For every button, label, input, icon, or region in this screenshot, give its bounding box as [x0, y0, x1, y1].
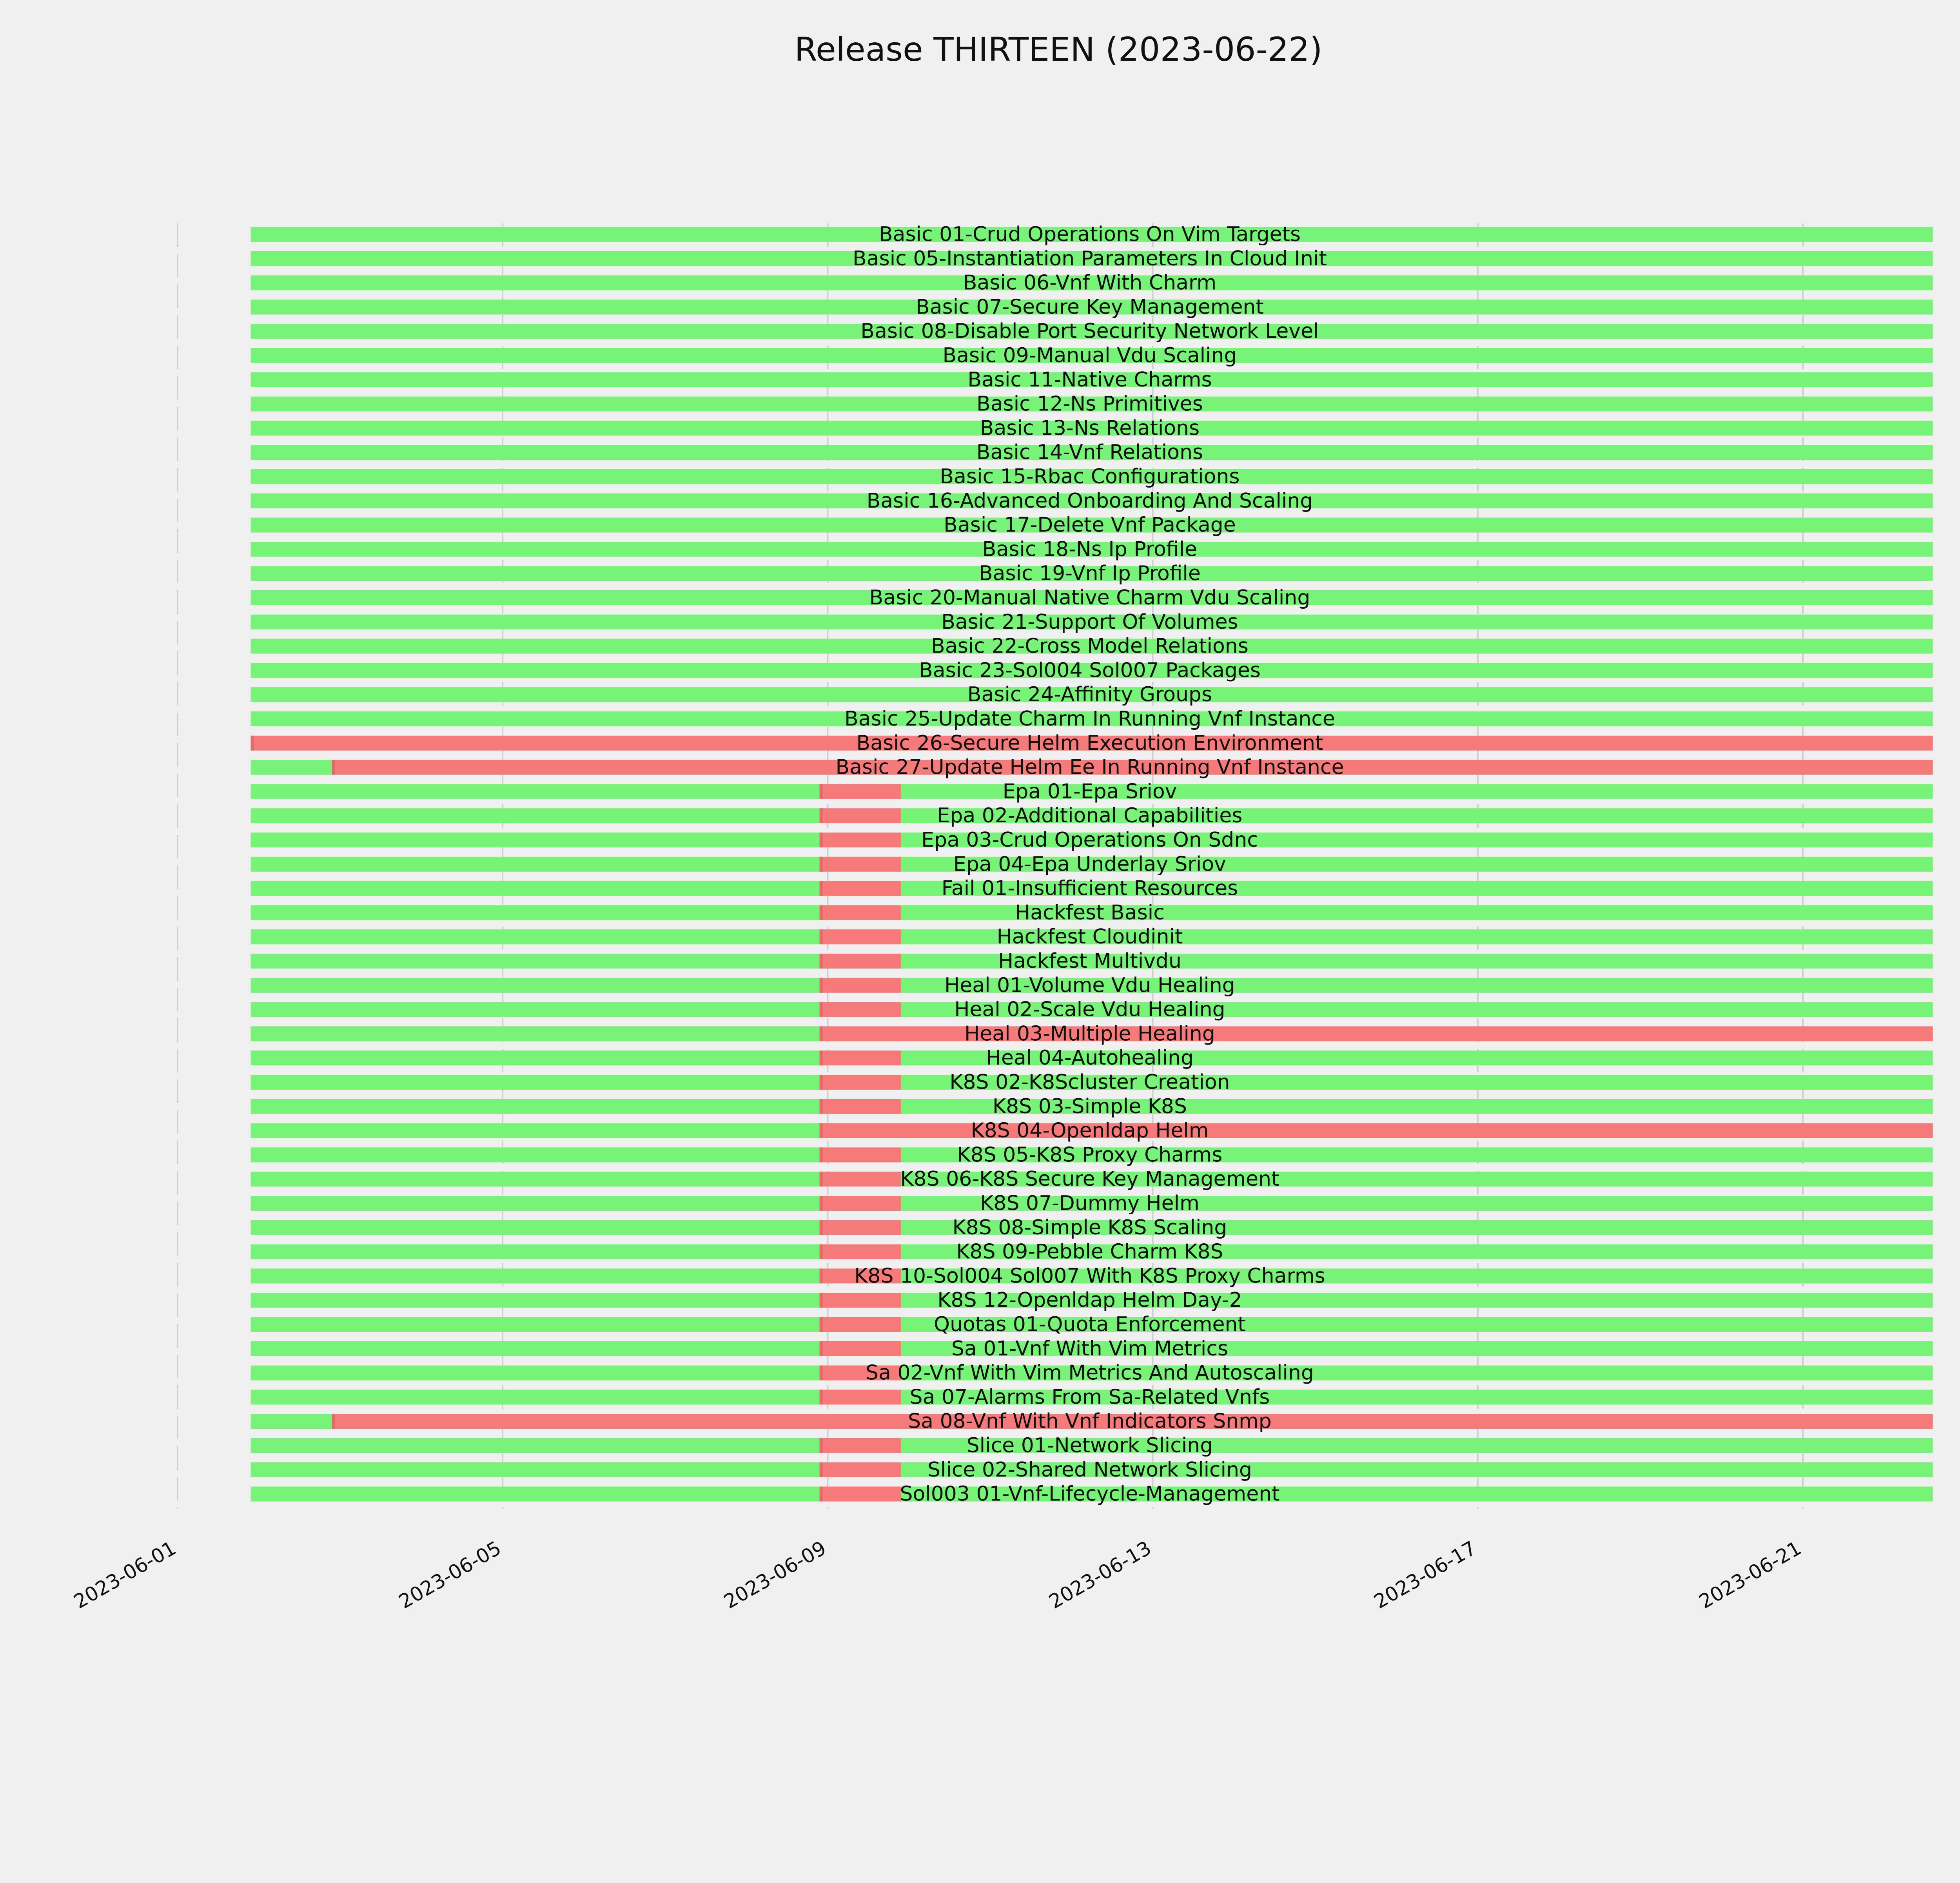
row-label: K8S 12-Openldap Helm Day-2 [937, 1288, 1242, 1312]
bar-segment-edge [820, 857, 823, 872]
row-label: K8S 10-Sol004 Sol007 With K8S Proxy Charms [854, 1264, 1325, 1288]
bar-segment-pass [251, 929, 820, 944]
bar-segment-fail [820, 857, 901, 872]
row-label: K8S 08-Simple K8S Scaling [952, 1215, 1227, 1239]
bar-segment-pass [251, 1075, 820, 1090]
bar-segment-pass [251, 1050, 820, 1065]
bar-segment-edge [332, 760, 335, 775]
bar-segment-pass [251, 1147, 820, 1162]
bar-segment-edge [820, 905, 823, 920]
bar-segment-fail [820, 784, 901, 799]
row-label: Basic 07-Secure Key Management [916, 295, 1264, 319]
row-label: Hackfest Multivdu [998, 949, 1181, 973]
bar-segment-pass [251, 784, 820, 799]
row-label: Basic 14-Vnf Relations [976, 441, 1203, 464]
bar-segment-pass [251, 1244, 820, 1259]
bar-segment-edge [820, 1075, 823, 1090]
bar-segment-edge [820, 1438, 823, 1453]
bar-segment-fail [820, 1390, 901, 1404]
bar-segment-fail [820, 1075, 901, 1090]
bar-segment-fail [820, 1050, 901, 1065]
bar-segment-edge [820, 1050, 823, 1065]
bar-segment-pass [251, 978, 820, 993]
row-label: Basic 09-Manual Vdu Scaling [942, 344, 1237, 367]
bar-segment-edge [820, 1487, 823, 1502]
bar-segment-fail [820, 833, 901, 847]
row-label: Basic 05-Instantiation Parameters In Cloud Init [853, 247, 1327, 270]
bar-segment-fail [820, 1293, 901, 1308]
row-label: Basic 13-Ns Relations [980, 416, 1200, 440]
row-label: K8S 06-K8S Secure Key Management [900, 1167, 1279, 1191]
bar-segment-edge [820, 1244, 823, 1259]
bar-segment-fail [820, 808, 901, 823]
row-label: Basic 08-Disable Port Security Network Level [860, 319, 1319, 343]
bar-segment-edge [820, 954, 823, 969]
bar-segment-pass [251, 1487, 820, 1502]
bar-segment-pass [251, 905, 820, 920]
bar-segment-edge [251, 736, 254, 751]
row-label: Basic 23-Sol004 Sol007 Packages [919, 659, 1261, 682]
bar-segment-pass [251, 808, 820, 823]
bar-segment-pass [251, 857, 820, 872]
bar-segment-pass [251, 833, 820, 847]
row-label: Basic 22-Cross Model Relations [931, 634, 1249, 658]
row-label: Basic 19-Vnf Ip Profile [978, 562, 1201, 586]
row-label: Hackfest Basic [1015, 901, 1165, 925]
bar-segment-edge [820, 1123, 823, 1138]
x-tick-label: 2023-06-01 [70, 1537, 180, 1613]
bar-segment-fail [820, 954, 901, 969]
row-label: Slice 01-Network Slicing [966, 1434, 1213, 1457]
bar-segment-fail [820, 1487, 901, 1502]
x-tick-label: 2023-06-21 [1695, 1537, 1805, 1613]
bar-segment-pass [251, 1220, 820, 1235]
bar-segment-edge [820, 1390, 823, 1404]
bar-segment-pass [251, 1268, 820, 1283]
bar-segment-fail [820, 881, 901, 896]
row-label: Slice 02-Shared Network Slicing [927, 1458, 1252, 1482]
bar-segment-pass [251, 881, 820, 896]
bar-segment-edge [820, 1099, 823, 1114]
row-label: K8S 02-K8Scluster Creation [949, 1070, 1230, 1094]
bar-segment-fail [820, 1196, 901, 1211]
row-label: Basic 21-Support Of Volumes [941, 610, 1238, 634]
bar-segment-edge [820, 1317, 823, 1332]
bar-segment-fail [820, 1462, 901, 1477]
bar-segment-fail [820, 905, 901, 920]
bar-segment-edge [820, 1341, 823, 1356]
x-tick-label: 2023-06-09 [720, 1537, 830, 1613]
bar-segment-pass [251, 1293, 820, 1308]
row-label: Epa 02-Additional Capabilities [937, 804, 1243, 828]
row-label: K8S 09-Pebble Charm K8S [956, 1240, 1223, 1264]
row-label: Basic 25-Update Charm In Running Vnf Instance [844, 707, 1335, 731]
row-label: Heal 01-Volume Vdu Healing [944, 973, 1235, 997]
bar-segment-pass [251, 1462, 820, 1477]
row-label: Heal 04-Autohealing [985, 1046, 1194, 1070]
bar-segment-edge [820, 1196, 823, 1211]
row-label: Heal 03-Multiple Healing [964, 1022, 1215, 1046]
bar-segment-fail [820, 929, 901, 944]
bar-segment-pass [251, 1099, 820, 1114]
bar-segment-edge [820, 1220, 823, 1235]
bar-segment-edge [820, 784, 823, 799]
bar-segment-fail [820, 1244, 901, 1259]
bar-segment-pass [251, 954, 820, 969]
row-label: Heal 02-Scale Vdu Healing [954, 998, 1225, 1021]
bar-segment-fail [820, 1147, 901, 1162]
row-label: Sa 02-Vnf With Vim Metrics And Autoscaling [866, 1361, 1314, 1385]
x-tick-label: 2023-06-17 [1370, 1537, 1480, 1613]
bar-segment-fail [820, 1220, 901, 1235]
row-label: Fail 01-Insufficient Resources [941, 876, 1238, 900]
row-label: Sa 08-Vnf With Vnf Indicators Snmp [908, 1410, 1272, 1433]
chart-title: Release THIRTEEN (2023-06-22) [794, 30, 1323, 69]
row-label: Basic 01-Crud Operations On Vim Targets [878, 223, 1301, 246]
bar-segment-pass [251, 1341, 820, 1356]
row-label: Basic 26-Secure Helm Execution Environment [856, 731, 1323, 755]
bar-segment-pass [251, 1172, 820, 1186]
bar-segment-edge [820, 1293, 823, 1308]
row-label: Basic 27-Update Helm Ee In Running Vnf Instance [835, 755, 1344, 779]
x-tick-label: 2023-06-05 [395, 1537, 505, 1613]
row-label: Hackfest Cloudinit [996, 925, 1183, 949]
row-label: Basic 12-Ns Primitives [976, 392, 1203, 416]
bar-segment-fail [820, 1172, 901, 1186]
bar-segment-pass [251, 1414, 332, 1429]
row-label: Basic 24-Affinity Groups [967, 683, 1212, 707]
row-label: Basic 18-Ns Ip Profile [982, 537, 1198, 561]
row-label: Quotas 01-Quota Enforcement [934, 1313, 1246, 1336]
bar-segment-pass [251, 1026, 820, 1041]
bar-segment-edge [820, 833, 823, 847]
bar-segment-fail [820, 1438, 901, 1453]
bar-segment-edge [820, 1147, 823, 1162]
bar-segment-edge [820, 808, 823, 823]
bar-segment-edge [820, 1366, 823, 1381]
row-label: Epa 03-Crud Operations On Sdnc [921, 828, 1258, 852]
bar-segment-fail [820, 1317, 901, 1332]
row-label: Basic 11-Native Charms [967, 368, 1212, 392]
bar-segment-pass [251, 1366, 820, 1381]
bar-segment-edge [820, 1002, 823, 1017]
row-label: K8S 05-K8S Proxy Charms [957, 1143, 1223, 1167]
bar-segment-fail [820, 1341, 901, 1356]
bar-segment-pass [251, 1438, 820, 1453]
bar-segment-pass [251, 1002, 820, 1017]
bar-segment-pass [251, 760, 332, 775]
bar-segment-edge [820, 1026, 823, 1041]
bar-segment-edge [332, 1414, 335, 1429]
bar-segment-edge [820, 978, 823, 993]
bar-segment-edge [820, 1172, 823, 1186]
bar-segment-pass [251, 1123, 820, 1138]
row-label: Epa 01-Epa Sriov [1002, 780, 1177, 804]
bar-segment-edge [820, 929, 823, 944]
row-label: Basic 06-Vnf With Charm [963, 271, 1217, 295]
bar-segment-pass [251, 1317, 820, 1332]
bar-segment-fail [820, 1099, 901, 1114]
row-label: K8S 04-Openldap Helm [971, 1119, 1209, 1143]
bar-segment-edge [820, 1462, 823, 1477]
bar-segment-pass [251, 1196, 820, 1211]
bar-segment-fail [820, 1002, 901, 1017]
row-label: K8S 07-Dummy Helm [980, 1192, 1200, 1215]
row-label: Basic 20-Manual Native Charm Vdu Scaling [869, 586, 1310, 610]
row-label: Sa 07-Alarms From Sa-Related Vnfs [909, 1385, 1270, 1409]
bar-segment-pass [251, 1390, 820, 1404]
row-label: K8S 03-Simple K8S [993, 1094, 1187, 1118]
row-label: Basic 16-Advanced Onboarding And Scaling [866, 489, 1313, 513]
row-label: Basic 15-Rbac Configurations [940, 465, 1240, 488]
row-label: Sol003 01-Vnf-Lifecycle-Management [900, 1482, 1280, 1506]
row-label: Epa 04-Epa Underlay Sriov [953, 852, 1226, 876]
bar-segment-fail [820, 978, 901, 993]
row-label: Sa 01-Vnf With Vim Metrics [951, 1337, 1229, 1361]
x-tick-label: 2023-06-13 [1045, 1537, 1155, 1613]
row-label: Basic 17-Delete Vnf Package [944, 513, 1236, 537]
bar-segment-edge [820, 1268, 823, 1283]
bar-segment-edge [820, 881, 823, 896]
